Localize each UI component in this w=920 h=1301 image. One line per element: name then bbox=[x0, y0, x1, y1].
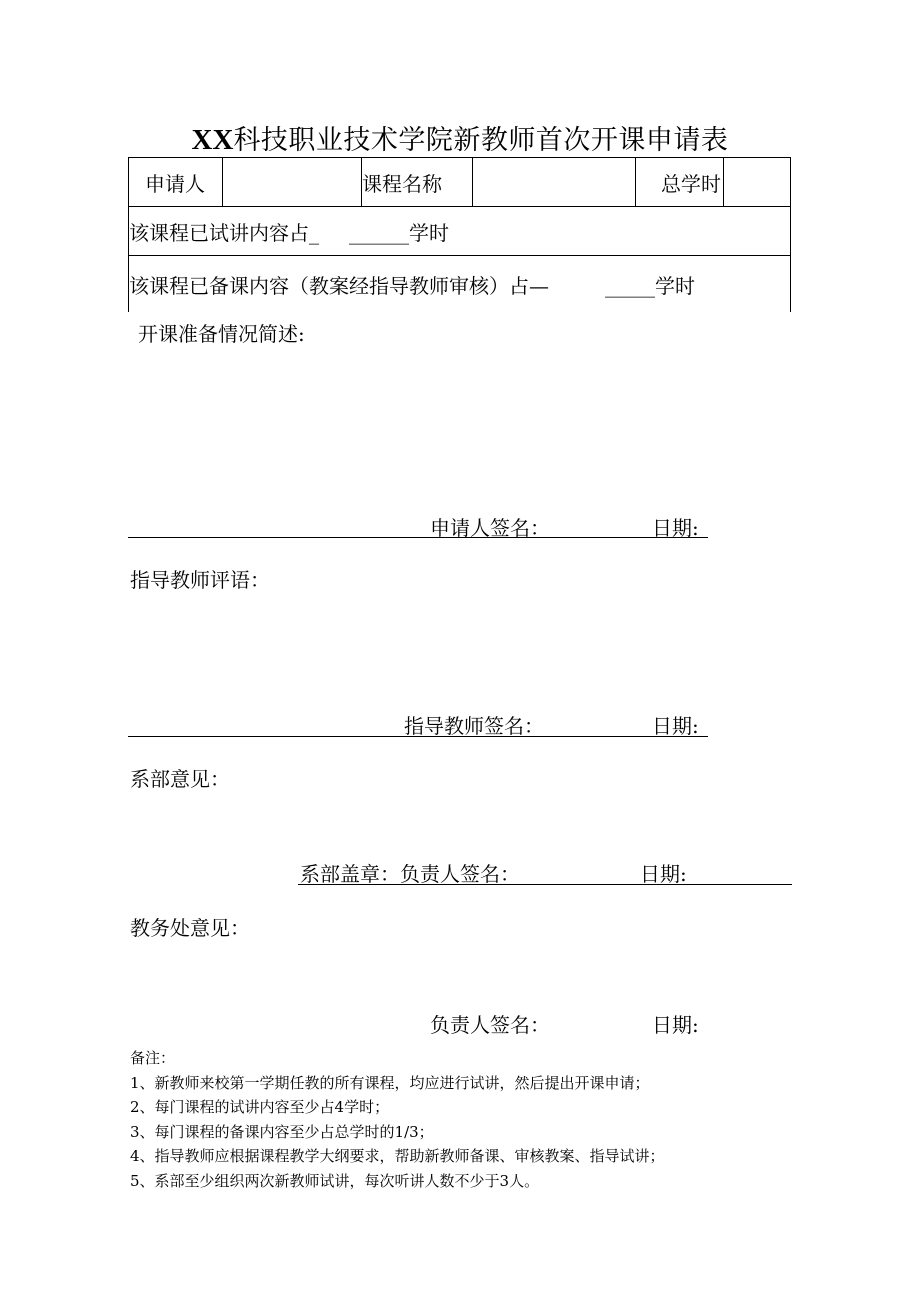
applicant-field[interactable] bbox=[223, 158, 362, 207]
department-sign-line bbox=[298, 884, 792, 885]
mentor-comment-label: 指导教师评语： bbox=[130, 568, 270, 592]
form-title bbox=[0, 118, 920, 157]
note-item: 5、系部至少组织两次新教师试讲，每次听讲人数不少于3人。 bbox=[130, 1171, 540, 1190]
prep-summary-label: 开课准备情况简述: bbox=[138, 322, 305, 346]
applicant-row bbox=[129, 158, 791, 207]
title-main: 科技职业技术学院新教师首次开课申请表 bbox=[233, 125, 729, 156]
lesson-prep-blank[interactable]: _____ bbox=[605, 273, 655, 298]
academic-affairs-opinion-label: 教务处意见： bbox=[130, 916, 250, 940]
course-name-label: 课程名称 bbox=[362, 158, 473, 207]
applicant-date-label: 日期: bbox=[652, 516, 699, 540]
mentor-date-label: 日期: bbox=[652, 714, 699, 738]
note-item: 1、新教师来校第一学期任教的所有课程，均应进行试讲，然后提出开课申请； bbox=[130, 1073, 650, 1092]
total-hours-field[interactable] bbox=[724, 158, 791, 207]
total-hours-label: 总学时 bbox=[636, 158, 724, 207]
note-item: 2、每门课程的试讲内容至少占4学时； bbox=[130, 1098, 390, 1117]
trial-lecture-row bbox=[129, 207, 791, 256]
lesson-prep-unit: 学时 bbox=[655, 273, 695, 298]
lesson-prep-row bbox=[129, 256, 791, 313]
applicant-label: 申请人 bbox=[129, 158, 223, 207]
mentor-sign-line bbox=[128, 736, 708, 737]
note-item: 3、每门课程的备课内容至少占总学时的1/3； bbox=[130, 1122, 434, 1141]
lesson-prep-text: 该课程已备课内容（教案经指导教师审核）占— bbox=[129, 273, 549, 298]
lesson-prep-cell bbox=[129, 256, 791, 313]
course-name-field[interactable] bbox=[473, 158, 636, 207]
trial-lecture-blank[interactable]: ______ bbox=[349, 220, 409, 245]
applicant-sign-line bbox=[128, 537, 708, 538]
applicant-sign-label: 申请人签名： bbox=[430, 516, 550, 540]
notes-block bbox=[130, 1046, 665, 1194]
trial-lecture-text: 该课程已试讲内容占_ bbox=[129, 220, 319, 245]
notes-heading: 备注： bbox=[130, 1049, 176, 1067]
application-info-table bbox=[128, 157, 791, 312]
academic-affairs-sign-label: 负责人签名： bbox=[430, 1013, 550, 1037]
note-item: 4、指导教师应根据课程教学大纲要求，帮助新教师备课、审核教案、指导试讲； bbox=[130, 1147, 665, 1166]
trial-lecture-unit: 学时 bbox=[409, 220, 449, 245]
department-opinion-label: 系部意见： bbox=[130, 767, 230, 791]
academic-affairs-date-label: 日期: bbox=[652, 1013, 699, 1037]
mentor-sign-label: 指导教师签名： bbox=[404, 714, 544, 738]
department-date-label: 日期: bbox=[640, 862, 687, 886]
title-prefix: XX bbox=[191, 124, 234, 156]
department-sign-label: 系部盖章：负责人签名： bbox=[300, 862, 520, 886]
trial-lecture-cell bbox=[129, 207, 791, 256]
